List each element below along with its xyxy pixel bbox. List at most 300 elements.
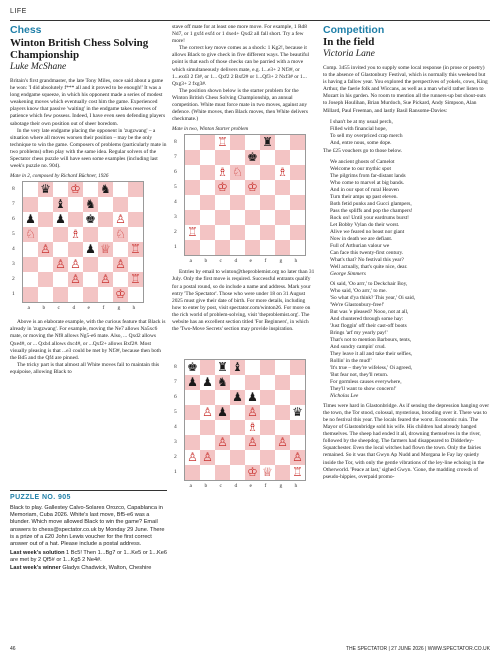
board-square <box>185 390 200 405</box>
rank-label: 1 <box>174 243 177 250</box>
verse-line: Rollin' in the mud!' <box>330 357 372 364</box>
verse-line: What's that? No festival this year? <box>330 256 404 263</box>
chess-piece: ♞ <box>85 197 96 212</box>
board-square <box>230 180 245 195</box>
file-label: h <box>132 305 136 312</box>
rank-label: 5 <box>174 183 177 190</box>
board-square <box>290 435 305 450</box>
rank-label: 4 <box>174 198 177 205</box>
board-square <box>245 375 260 390</box>
winner-label: Last week's winner <box>10 564 61 571</box>
board-square <box>185 420 200 435</box>
chess-piece: ♖ <box>130 242 141 257</box>
chess-piece: ♗ <box>217 165 228 180</box>
board-square <box>98 212 113 227</box>
chess-piece: ♟ <box>85 242 96 257</box>
chess-piece: ♝ <box>55 197 66 212</box>
board-square <box>83 287 98 302</box>
chess-piece: ♙ <box>115 257 126 272</box>
board-square <box>128 257 143 272</box>
file-label: f <box>102 305 105 312</box>
verse-line: Welcome to our mythic spot <box>330 165 391 172</box>
board-square <box>275 225 290 240</box>
board-square <box>83 182 98 197</box>
board-square <box>185 465 200 480</box>
board-square <box>275 450 290 465</box>
board-square <box>275 195 290 210</box>
chess-piece: ♙ <box>40 242 51 257</box>
board-square <box>23 242 38 257</box>
board-square <box>275 360 290 375</box>
rank-label: 8 <box>12 185 15 192</box>
board-square <box>185 180 200 195</box>
chess-piece: ♙ <box>292 450 303 465</box>
competition-kicker: Competition <box>323 24 385 36</box>
board-square <box>113 182 128 197</box>
board-square <box>260 375 275 390</box>
board-square <box>113 242 128 257</box>
board-square <box>215 210 230 225</box>
board-square <box>113 197 128 212</box>
chess-body-1b <box>10 319 167 376</box>
chess-piece: ♟ <box>187 375 198 390</box>
paragraph: Entries by email to winton@theproblemist.org no later than 31 July. Only the first move is required. Successful entrants qualify for a postal round, so do include a name and address. Mark your entry 'The Spectator'. Those who were under 18 on 31 August 2025 must give their date of birth. For more details, including how to enter by post, visit spectator.com/winton26. For more on the rich world of problem-solving, visit 'theproblemist.org'. The website has an excellent section titled 'For Beginners', in which the 'Two-Move Secrets' section may provide inspiration. <box>172 269 315 333</box>
rank-label: 3 <box>174 213 177 220</box>
verse-line: Well actually, that's quite nice, dear. <box>330 263 408 270</box>
chess-piece: ♟ <box>217 405 228 420</box>
board-square <box>38 257 53 272</box>
board-square <box>38 197 53 212</box>
board-square <box>290 225 305 240</box>
chess-piece: ♟ <box>232 390 243 405</box>
chess-board-1 <box>10 181 167 316</box>
board-square <box>185 195 200 210</box>
rank-label: 3 <box>174 438 177 445</box>
board-square <box>230 225 245 240</box>
board1-caption: Mate in 2, composed by Richard Büchner, 1926 <box>10 173 109 180</box>
chess-piece: ♖ <box>130 272 141 287</box>
chess-piece: ♜ <box>262 135 273 150</box>
board-square <box>290 150 305 165</box>
verse-line: Alive we feared no beast nor giant <box>330 228 405 235</box>
chess-piece: ♔ <box>115 287 126 302</box>
competition-column <box>323 24 490 481</box>
board-square <box>200 165 215 180</box>
verse-line: 'It's true – they're wifeless,' Oi agreed, <box>330 364 413 371</box>
board-grid <box>22 181 144 303</box>
verse-line: They leave it all and take their selfies, <box>330 350 413 357</box>
rank-label: 1 <box>12 290 15 297</box>
verse-line: Who come to marvel at big bands. <box>330 179 405 186</box>
board-square <box>128 212 143 227</box>
board-square <box>200 210 215 225</box>
board-square <box>230 210 245 225</box>
verse-line: That's not to mention Barbours, tents, <box>330 336 412 343</box>
file-label: b <box>204 483 208 490</box>
chess-piece: ♙ <box>247 435 258 450</box>
board-square <box>275 465 290 480</box>
chess-column-2 <box>172 24 315 494</box>
board-square <box>275 375 290 390</box>
board-square <box>200 435 215 450</box>
verse-line: Let Bobby Vylan do their worst. <box>330 221 400 228</box>
competition-byline: Victoria Lane <box>323 49 375 59</box>
chess-column-1 <box>10 24 167 376</box>
chess-piece: ♗ <box>70 227 81 242</box>
rank-label: 8 <box>174 363 177 370</box>
puzzle-rule <box>10 490 167 491</box>
board-square <box>230 465 245 480</box>
verse-line: For gormless causes everywhere, <box>330 378 402 385</box>
chess-piece: ♙ <box>217 435 228 450</box>
board-square <box>290 420 305 435</box>
board-square <box>260 420 275 435</box>
rank-label: 3 <box>12 260 15 267</box>
chess-piece: ♙ <box>202 405 213 420</box>
verse-line: Full of Arthurian valour we <box>330 242 390 249</box>
rank-label: 2 <box>174 453 177 460</box>
board-square <box>275 420 290 435</box>
file-label: c <box>219 258 222 265</box>
file-label: g <box>279 258 283 265</box>
chess-piece: ♔ <box>217 180 228 195</box>
verse-line: Pass the spliffs and pop the champers! <box>330 207 413 214</box>
board-square <box>230 405 245 420</box>
chess-piece: ♙ <box>55 257 66 272</box>
file-label: g <box>117 305 121 312</box>
board-square <box>290 180 305 195</box>
file-label: e <box>87 305 90 312</box>
quote-verse <box>330 119 490 147</box>
board-square <box>215 450 230 465</box>
board-square <box>38 212 53 227</box>
verse-line: But was 'e pleased? Nooo, not at all, <box>330 308 409 315</box>
board-square <box>215 390 230 405</box>
rank-label: 4 <box>12 245 15 252</box>
board-square <box>290 135 305 150</box>
verse-line: And chuntered through some hay: <box>330 315 404 322</box>
paragraph: stave off mate for at least one more move. For example, 1 Rd8 Nd7, or 1 gxf4 exf4 or 1 dxe4+ Qxd2 all fall short. Try a few more! <box>172 24 307 45</box>
rank-label: 6 <box>174 168 177 175</box>
rank-label: 2 <box>174 228 177 235</box>
chess-piece: ♟ <box>202 375 213 390</box>
board-square <box>53 287 68 302</box>
board-square <box>68 287 83 302</box>
board-square <box>260 195 275 210</box>
chess-piece: ♛ <box>292 405 303 420</box>
solution-text: 1 Bc5! Then 1...Bg7 or 1...Ke5 or 1...Ke6 are met by 2 Qf5# or 1...Kg5 2 Ne4#. <box>10 550 168 564</box>
board-square <box>98 197 113 212</box>
board-square <box>260 435 275 450</box>
chess-piece: ♚ <box>187 360 198 375</box>
board-square <box>245 135 260 150</box>
board-square <box>128 182 143 197</box>
chess-piece: ♙ <box>70 272 81 287</box>
board-square <box>215 465 230 480</box>
board-square <box>215 420 230 435</box>
board-square <box>200 420 215 435</box>
chess-piece: ♘ <box>115 227 126 242</box>
chess-piece: ♔ <box>247 465 258 480</box>
page-number: 46 <box>10 646 16 652</box>
file-label: a <box>189 483 192 490</box>
file-label: f <box>264 483 267 490</box>
board-square <box>215 240 230 255</box>
chess-piece: ♙ <box>247 405 258 420</box>
chess-piece: ♕ <box>262 465 273 480</box>
competition-intro: Comp. 3455 invited you to supply some local response (in prose or poetry) to the absence of Glastonbury Festival, which is normally this weekend but is having a fallow year. You explored the perspectives of yokels, cows, King Arthur, the faerie folk and Wiccans, as well as a man who'd rather listen to Mozart in his garden. No room to mention all the runners-up but shout-outs to Joseph Houlihan, Brian Murdoch, Sue Pickard, Andy Simpson, Alan Millard, Paul Freeman, and lastly Basil Ransome-Davies: <box>323 65 488 114</box>
board-square <box>185 135 200 150</box>
board-square <box>23 272 38 287</box>
file-label: h <box>294 483 298 490</box>
competition-prose: Times were hard in Glastonbridge. As if sensing the depression hanging over the town, the Tor stood, colossal, mysterious, brooding over it. There was to be no festival this year. The locals feared the worst. Economic ruin. The Mayor of Glastonbridge sold his wife. His children had already hanged themselves. The sheep had ended it all, drowning themselves in the river, followed by the sheepdog. The farmers had disappeared to Didderley-Squatchester. Even the local witches had flown the town. Only the fairies remained. So it was that Gwyn Ap Nudd and Morgana le Fay lay quietly inside the Tor, with only the gentle vibrations of the ley-line echoing in the Otherworld. 'Peace at last,' sighed Gwyn. 'Gone, the madding crowds of pseudo-hippies, overpaid promo- <box>323 402 489 480</box>
file-label: e <box>249 483 252 490</box>
board-square <box>68 197 83 212</box>
verse-line: Turn their amps up past eleven. <box>330 193 398 200</box>
puzzle-winner <box>10 565 167 572</box>
puzzle-solution <box>10 550 167 564</box>
board-square <box>290 210 305 225</box>
board-square <box>200 135 215 150</box>
board-square <box>230 135 245 150</box>
board-square <box>230 195 245 210</box>
board-square <box>230 420 245 435</box>
chess-body-2b <box>172 269 315 333</box>
puzzle-text <box>10 505 167 572</box>
verse-line: And sundry campin' crud. <box>330 343 386 350</box>
verse-line: Both fetid punks and Gucci glampers, <box>330 200 412 207</box>
verse-line: Filled with financial hope, <box>330 125 387 132</box>
board-square <box>275 150 290 165</box>
board-square <box>53 242 68 257</box>
board-square <box>185 435 200 450</box>
paragraph: Britain's first grandmaster, the late Tony Miles, once said about a game he won: 'I did absolutely f*** all and it proved to be enough!' It was a long endgame squeeze, in which his opponent made a series of modest weakening moves which eventually cost him the game. Experienced players know that passive 'waiting' in the endgame takes reserves of patience which few possess. Indeed, I have even seen defending players sabotage their own position out of sheer boredom. <box>10 78 166 127</box>
verse-line: 'Just floggin' off their cast-off boots <box>330 322 407 329</box>
board-square <box>83 257 98 272</box>
board-square <box>200 360 215 375</box>
board-square <box>260 390 275 405</box>
chess-piece: ♙ <box>70 257 81 272</box>
board-square <box>230 375 245 390</box>
rank-label: 5 <box>12 230 15 237</box>
board-square <box>98 257 113 272</box>
file-label: d <box>72 305 76 312</box>
chess-piece: ♖ <box>217 135 228 150</box>
board-square <box>260 240 275 255</box>
board-square <box>53 272 68 287</box>
solution-label: Last week's solution <box>10 550 65 557</box>
chess-piece: ♗ <box>277 165 288 180</box>
chess-body-1 <box>10 78 167 170</box>
poem-simmers <box>330 159 490 271</box>
board-square <box>128 227 143 242</box>
chess-piece: ♞ <box>100 182 111 197</box>
board-square <box>275 135 290 150</box>
chess-piece: ♙ <box>100 272 111 287</box>
chess-byline: Luke McShane <box>10 62 67 72</box>
file-label: a <box>189 258 192 265</box>
board-square <box>200 390 215 405</box>
file-label: c <box>57 305 60 312</box>
verse-line: Brings 'arf my yearly pay!' <box>330 329 388 336</box>
board-grid <box>184 134 306 256</box>
top-rule <box>10 20 490 21</box>
board-square <box>200 150 215 165</box>
winner-text: Gladys Chadwick, Walton, Cheshire <box>60 564 152 571</box>
board-square <box>53 227 68 242</box>
board-square <box>260 405 275 420</box>
verse-line: And in our spot of rural Heaven <box>330 186 399 193</box>
board-square <box>245 210 260 225</box>
chess-piece: ♖ <box>292 465 303 480</box>
board-square <box>113 272 128 287</box>
verse-line: 'So what d'ya think? This year,' Oi said, <box>330 294 416 301</box>
puzzle-description: Black to play. Gallestey Calvo-Solares Orozco, Capablanca in Memoriam, Cuba 2026. White's last move, Bf5-e6 was a blunder. Which move allowed Black to win the game? Email answers to chess@spectator.co.uk by Monday 29 June. There is a prize of a £20 John Lewis voucher for the first correct answer out of a hat. Please include a postal address. <box>10 505 165 548</box>
chess-piece: ♗ <box>247 420 258 435</box>
board-square <box>275 405 290 420</box>
board-square <box>23 197 38 212</box>
puzzle-title: PUZZLE NO. 905 <box>10 494 71 501</box>
board-square <box>275 240 290 255</box>
board-square <box>260 180 275 195</box>
file-label: d <box>234 258 238 265</box>
paragraph: The correct key move comes as a shock: 1 Kg2!, because it allows Black to give check in five different ways. The beautiful point is that each of those checks can be parried with a move which simultaneously delivers mate, e.g. 1...e3+ 2 Nf3#, or 1...exd3 2 f3#, or 1... Qxf2 2 Bxf2# or 1...Qf3+ 2 Nxf3# or 1... Qxg3+ 2 fxg3#. <box>172 45 310 87</box>
verse-line: Now in death we are defiant. <box>330 235 393 242</box>
file-label: a <box>27 305 30 312</box>
board-square <box>260 210 275 225</box>
file-label: e <box>249 258 252 265</box>
verse-line: To sell my overpriced crap merch <box>330 132 403 139</box>
board-square <box>23 257 38 272</box>
rank-label: 1 <box>174 468 177 475</box>
section-label: LIFE <box>10 8 27 15</box>
file-label: d <box>234 483 238 490</box>
board-square <box>275 180 290 195</box>
board-square <box>275 210 290 225</box>
board-square <box>260 150 275 165</box>
board-square <box>128 197 143 212</box>
board-square <box>38 287 53 302</box>
poem-lee <box>330 281 490 393</box>
board-square <box>230 435 245 450</box>
board-square <box>98 287 113 302</box>
board-square <box>185 240 200 255</box>
paragraph: In the very late endgame placing the opponent in 'zugzwang' – a situation where all moves worsen their position – may be the only technique to win the game. Composers of problems (particularly mate in two problems) often play with the same idea. Regular solvers of the Spectator chess puzzle will have seen some examples (including last week's puzzle no. 904). <box>10 127 167 170</box>
chess-piece: ♞ <box>217 375 228 390</box>
verse-line: Can face this twenty-first century. <box>330 249 404 256</box>
paragraph: The position shown below is the starter problem for the Winton British Chess Solving Championship, an annual competition. White must force mate in two moves, against any defence. (White moves, then Black moves, then White delivers checkmate.) <box>172 87 308 123</box>
board-square <box>200 240 215 255</box>
board-square <box>230 150 245 165</box>
board-square <box>260 450 275 465</box>
rank-label: 6 <box>174 393 177 400</box>
competition-headline: In the field <box>323 36 375 48</box>
puzzle-box <box>10 494 167 572</box>
verse-line: They'll want to show concern!' <box>330 385 397 392</box>
chess-piece: ♚ <box>85 212 96 227</box>
board-square <box>260 360 275 375</box>
board-square <box>275 390 290 405</box>
board-square <box>200 225 215 240</box>
board-square <box>290 375 305 390</box>
verse-line: 'We're Glastonbury-free!' <box>330 301 385 308</box>
file-label: c <box>219 483 222 490</box>
board-square <box>128 287 143 302</box>
board-square <box>68 242 83 257</box>
rank-label: 7 <box>174 153 177 160</box>
chess-piece: ♝ <box>232 360 243 375</box>
chess-piece: ♟ <box>25 212 36 227</box>
poem2-author: Nicholas Lee <box>330 392 359 399</box>
chess-piece: ♙ <box>202 450 213 465</box>
board-square <box>38 227 53 242</box>
rank-label: 4 <box>174 423 177 430</box>
board-square <box>215 195 230 210</box>
board-square <box>290 390 305 405</box>
board-square <box>245 195 260 210</box>
chess-board-2 <box>172 134 315 266</box>
chess-piece: ♚ <box>247 150 258 165</box>
board-square <box>230 450 245 465</box>
issue-line: THE SPECTATOR | 27 JUNE 2026 | WWW.SPECTATOR.CO.UK <box>345 646 490 652</box>
verse-line: Who said, 'Oo arrr,' to me. <box>330 287 387 294</box>
chess-piece: ♔ <box>70 182 81 197</box>
chess-piece: ♕ <box>100 242 111 257</box>
verse-line: We ancient ghosts of Camelot <box>330 158 395 165</box>
board-square <box>185 210 200 225</box>
chess-body-2 <box>172 24 315 123</box>
file-label: g <box>279 483 283 490</box>
board-square <box>185 150 200 165</box>
board-square <box>290 240 305 255</box>
chess-piece: ♛ <box>40 182 51 197</box>
poem1-author: George Simmers <box>330 270 366 277</box>
board-square <box>245 360 260 375</box>
board-square <box>83 272 98 287</box>
paragraph: Above is an elaborate example, with the curious feature that Black is already in 'zugzwang'. For example, moving the Ne7 allows Na5xc6 mate, or moving the Nf8 allows Ng5-e6 mate. Also, ... Qxd2 allows Qxe4#, or ... Qxb4 allows dxc4#, or ...Qxf2+ allows Bxf2#. Most visually pleasing is that ...e3 could be met by Nf3#, because then both the Bd5 and the Qf4 are pinned. <box>10 319 166 361</box>
board-square <box>38 272 53 287</box>
chess-piece: ♘ <box>25 227 36 242</box>
board-square <box>53 182 68 197</box>
chess-kicker: Chess <box>10 24 42 36</box>
board-square <box>98 227 113 242</box>
prize-line: The £25 vouchers go to those below. <box>323 147 403 154</box>
chess-piece: ♘ <box>232 165 243 180</box>
board-square <box>23 287 38 302</box>
board-square <box>68 212 83 227</box>
board-square <box>245 240 260 255</box>
verse-line: Oi said, 'Oo arrr,' to Deckchair Boy, <box>330 280 408 287</box>
chess-piece: ♜ <box>217 360 228 375</box>
rank-label: 6 <box>12 215 15 222</box>
chess-piece: ♙ <box>277 435 288 450</box>
board-square <box>230 240 245 255</box>
verse-line: I shan't be at my usual perch, <box>330 118 393 125</box>
chess-piece: ♟ <box>247 390 258 405</box>
verse-line: The pilgrims from far-distant lands <box>330 172 406 179</box>
chess-piece: ♟ <box>55 212 66 227</box>
board-square <box>245 450 260 465</box>
paragraph: The tricky part is that almost all White moves fail to maintain this equipoise, allowing Black to <box>10 361 160 375</box>
file-label: h <box>294 258 298 265</box>
board-square <box>245 165 260 180</box>
chess-piece: ♙ <box>187 450 198 465</box>
rank-label: 7 <box>174 378 177 385</box>
board-square <box>215 225 230 240</box>
file-label: b <box>204 258 208 265</box>
board-square <box>185 165 200 180</box>
board-square <box>200 195 215 210</box>
